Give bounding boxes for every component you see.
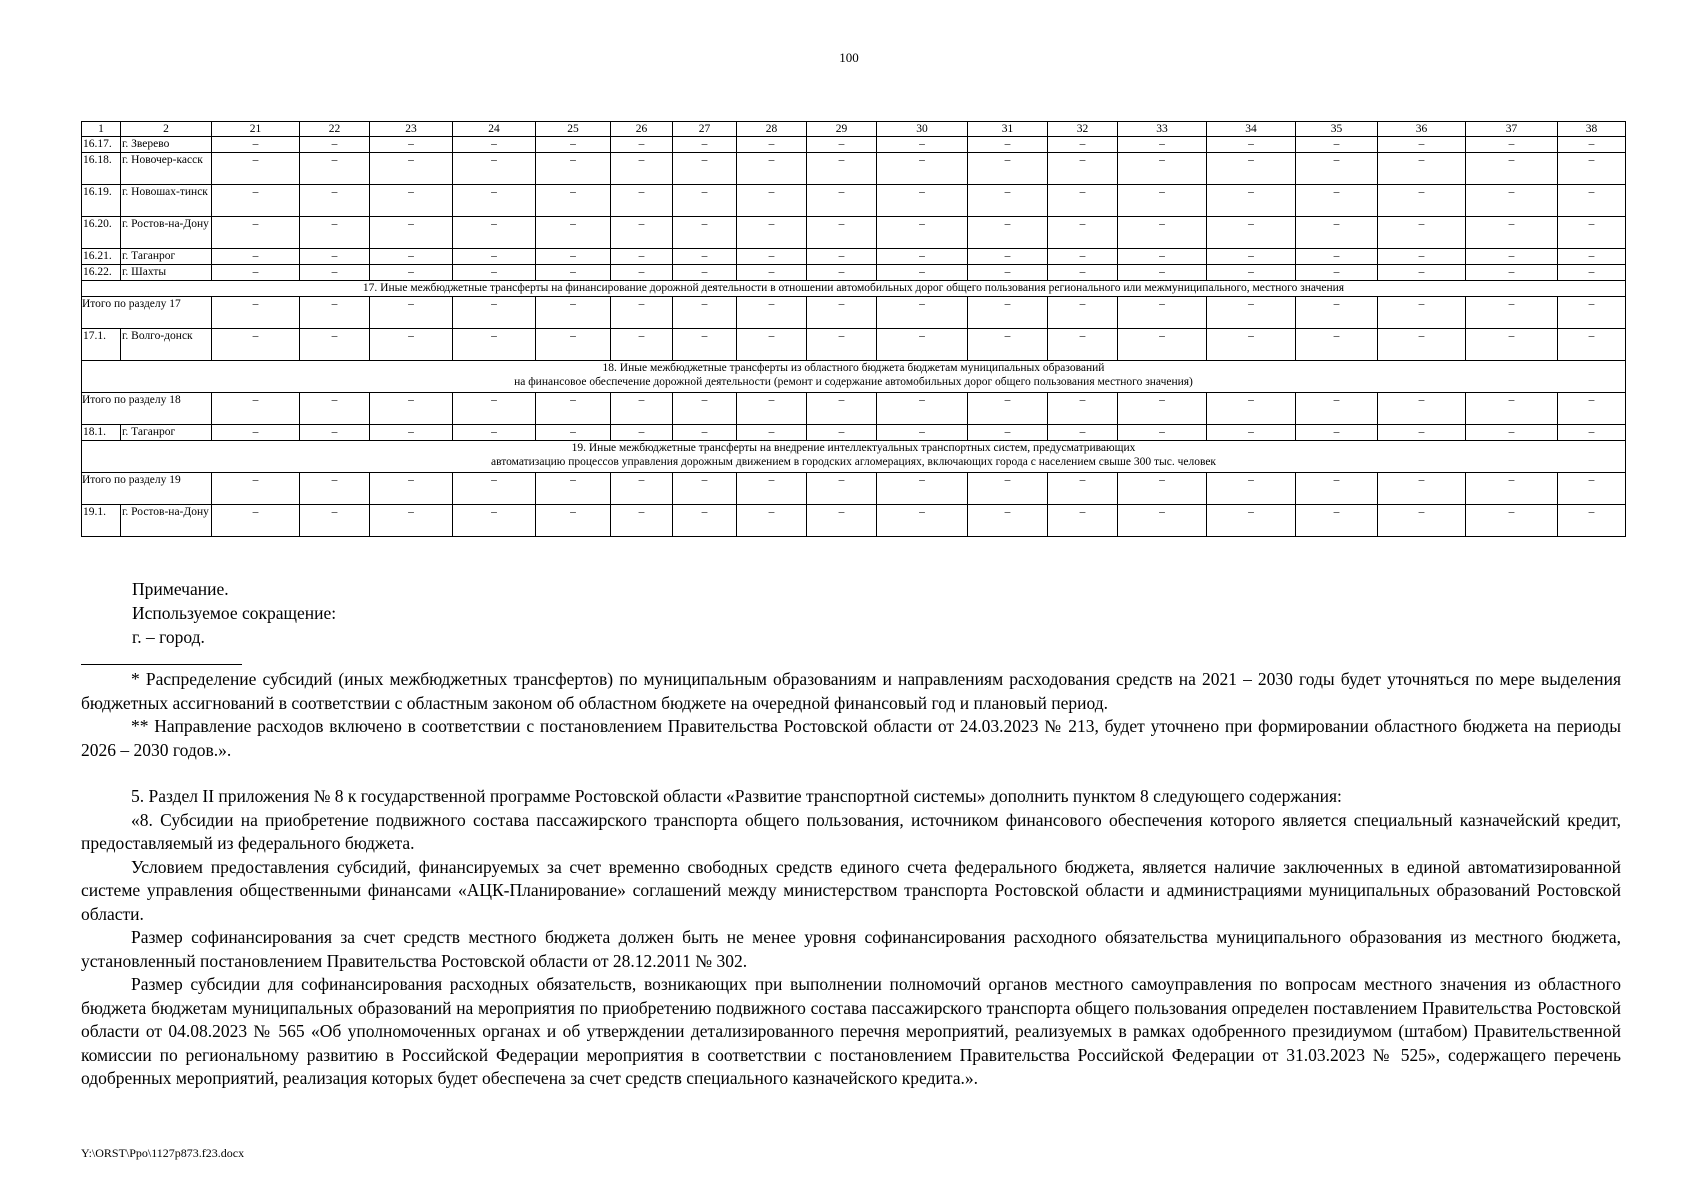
value-cell: – [1048,425,1118,441]
value-cell: – [1558,425,1626,441]
row-name: г. Шахты [121,265,212,281]
value-cell: – [1466,425,1558,441]
value-cell: – [737,265,807,281]
value-cell: – [807,185,877,217]
value-cell: – [611,297,673,329]
value-cell: – [1118,505,1207,537]
row-number: 18.1. [82,425,121,441]
value-cell: – [877,473,968,505]
value-cell: – [1207,249,1296,265]
value-cell: – [1378,329,1466,361]
column-header: 22 [300,122,370,137]
paragraph-cofinancing: Размер софинансирования за счет средств местного бюджета должен быть не менее уровня софинансирования расходного обязательства муниципального образования из местного бюджета, установленный постановлением Правительства Ростовской области от 28.12.2011 № 302. [81,927,1621,971]
value-cell: – [737,329,807,361]
value-cell: – [212,329,300,361]
value-cell: – [807,505,877,537]
value-cell: – [807,153,877,185]
section-19-title-line-2: автоматизацию процессов управления дорожным движением в городских агломерациях, включающих города с населением свыше 300 тыс. человек [490,456,1217,468]
value-cell: – [370,297,453,329]
subtotal-label: Итого по разделу 18 [82,393,212,425]
value-cell: – [1207,217,1296,249]
value-cell: – [1378,265,1466,281]
value-cell: – [536,329,611,361]
value-cell: – [1466,185,1558,217]
value-cell: – [968,153,1048,185]
section-18-title-line-2: на финансовое обеспечение дорожной деятельности (ремонт и содержание автомобильных дорог общего пользования местного значения) [514,376,1193,388]
value-cell: – [1466,473,1558,505]
row-name: г. Волго-донск [121,329,212,361]
notes-block [132,577,336,649]
value-cell: – [807,473,877,505]
row-name: г. Ростов-на-Дону [121,217,212,249]
value-cell: – [453,185,536,217]
value-cell: – [1118,153,1207,185]
value-cell: – [1378,393,1466,425]
value-cell: – [212,297,300,329]
value-cell: – [1207,473,1296,505]
value-cell: – [611,473,673,505]
value-cell: – [807,393,877,425]
value-cell: – [1118,297,1207,329]
value-cell: – [1378,185,1466,217]
value-cell: – [877,425,968,441]
value-cell: – [1558,137,1626,153]
value-cell: – [1048,393,1118,425]
value-cell: – [1207,137,1296,153]
value-cell: – [968,473,1048,505]
value-cell: – [1558,473,1626,505]
value-cell: – [212,137,300,153]
value-cell: – [453,505,536,537]
value-cell: – [536,425,611,441]
row-name: г. Ростов-на-Дону [121,505,212,537]
value-cell: – [807,249,877,265]
value-cell: – [1048,137,1118,153]
value-cell: – [212,217,300,249]
value-cell: – [611,217,673,249]
value-cell: – [1558,217,1626,249]
value-cell: – [807,265,877,281]
value-cell: – [1296,249,1378,265]
value-cell: – [300,153,370,185]
value-cell: – [1296,217,1378,249]
column-header: 25 [536,122,611,137]
value-cell: – [453,425,536,441]
value-cell: – [212,153,300,185]
paragraph-5: 5. Раздел II приложения № 8 к государственной программе Ростовской области «Развитие транспортной системы» дополнить пунктом 8 следующего содержания: [131,786,1342,806]
table-row [82,185,1626,217]
value-cell: – [611,185,673,217]
subtotal-row [82,297,1626,329]
value-cell: – [300,393,370,425]
value-cell: – [1048,217,1118,249]
value-cell: – [1378,153,1466,185]
value-cell: – [968,217,1048,249]
section-17-title: 17. Иные межбюджетные трансферты на финансирование дорожной деятельности в отношении автомобильных дорог общего пользования регионального или межмуниципального, местного значения [82,281,1626,297]
value-cell: – [1296,425,1378,441]
value-cell: – [1558,505,1626,537]
value-cell: – [673,425,737,441]
value-cell: – [877,185,968,217]
row-number: 16.22. [82,265,121,281]
value-cell: – [737,153,807,185]
row-name: г. Новошах-тинск [121,185,212,217]
value-cell: – [1048,249,1118,265]
table-row [82,137,1626,153]
value-cell: – [968,393,1048,425]
value-cell: – [1048,265,1118,281]
paragraph-subsidy-size: Размер субсидии для софинансирования расходных обязательств, возникающих при выполнении полномочий органов местного самоуправления по вопросам местного значения из областного бюджета бюджетам муниципальных образований на мероприятия по приобретению подвижного состава пассажирского транспорта общего пользования определен поставлением Правительства Ростовской области от 04.08.2023 № 565 «Об уполномоченных органах и об утверждении детализированного перечня мероприятий, реализуемых в рамках одобренного президиумом (штабом) Правительственной комиссии по региональному развитию в Российской Федерации мероприятия в соответствии с постановлением Правительства Российской Федерации от 31.03.2023 № 525», содержащего перечень одобренных мероприятий, реализация которых будет обеспечена за счет средств специального казначейского кредита.». [81,974,1621,1088]
column-header: 38 [1558,122,1626,137]
value-cell: – [300,185,370,217]
value-cell: – [1378,425,1466,441]
value-cell: – [300,505,370,537]
value-cell: – [212,425,300,441]
column-header: 1 [82,122,121,137]
value-cell: – [1466,297,1558,329]
value-cell: – [1296,329,1378,361]
value-cell: – [877,297,968,329]
table-row [82,505,1626,537]
value-cell: – [453,329,536,361]
value-cell: – [1296,393,1378,425]
value-cell: – [1296,265,1378,281]
value-cell: – [1466,505,1558,537]
value-cell: – [536,217,611,249]
value-cell: – [1207,265,1296,281]
value-cell: – [1207,393,1296,425]
row-number: 16.19. [82,185,121,217]
value-cell: – [300,297,370,329]
value-cell: – [300,137,370,153]
value-cell: – [370,217,453,249]
value-cell: – [536,137,611,153]
value-cell: – [1118,329,1207,361]
value-cell: – [877,153,968,185]
column-header: 28 [737,122,807,137]
table-row [82,425,1626,441]
value-cell: – [673,185,737,217]
value-cell: – [536,185,611,217]
row-number: 19.1. [82,505,121,537]
value-cell: – [611,153,673,185]
value-cell: – [877,265,968,281]
value-cell: – [212,265,300,281]
value-cell: – [737,137,807,153]
section-18-title [82,361,1626,393]
value-cell: – [968,425,1048,441]
column-header: 36 [1378,122,1466,137]
value-cell: – [807,297,877,329]
value-cell: – [611,137,673,153]
value-cell: – [370,185,453,217]
value-cell: – [536,473,611,505]
value-cell: – [1207,505,1296,537]
subtotal-row [82,473,1626,505]
section-19-title-line-1: 19. Иные межбюджетные трансферты на внедрение интеллектуальных транспортных систем, предусматривающих [571,442,1136,454]
value-cell: – [673,265,737,281]
subtotal-row [82,393,1626,425]
value-cell: – [968,249,1048,265]
value-cell: – [968,265,1048,281]
value-cell: – [1466,217,1558,249]
value-cell: – [1118,425,1207,441]
value-cell: – [300,265,370,281]
value-cell: – [1207,329,1296,361]
value-cell: – [1558,329,1626,361]
value-cell: – [1466,249,1558,265]
table-row [82,265,1626,281]
value-cell: – [737,249,807,265]
value-cell: – [1466,265,1558,281]
value-cell: – [611,393,673,425]
value-cell: – [1296,137,1378,153]
column-header: 30 [877,122,968,137]
value-cell: – [370,249,453,265]
value-cell: – [1296,297,1378,329]
value-cell: – [877,329,968,361]
value-cell: – [370,137,453,153]
value-cell: – [1466,137,1558,153]
value-cell: – [1118,249,1207,265]
column-header: 24 [453,122,536,137]
value-cell: – [453,393,536,425]
value-cell: – [1466,329,1558,361]
value-cell: – [1118,473,1207,505]
value-cell: – [968,185,1048,217]
value-cell: – [877,137,968,153]
table-row [82,249,1626,265]
value-cell: – [877,393,968,425]
value-cell: – [673,249,737,265]
section-header-row [82,361,1626,393]
value-cell: – [370,265,453,281]
value-cell: – [1118,185,1207,217]
value-cell: – [212,505,300,537]
value-cell: – [1296,153,1378,185]
value-cell: – [673,153,737,185]
value-cell: – [673,505,737,537]
column-header: 29 [807,122,877,137]
value-cell: – [300,473,370,505]
column-header: 23 [370,122,453,137]
value-cell: – [1558,265,1626,281]
page-number: 100 [839,50,859,65]
value-cell: – [737,297,807,329]
value-cell: – [1118,265,1207,281]
table-header [82,122,1626,137]
value-cell: – [611,265,673,281]
value-cell: – [737,505,807,537]
value-cell: – [300,329,370,361]
column-header: 27 [673,122,737,137]
column-header: 26 [611,122,673,137]
value-cell: – [453,217,536,249]
value-cell: – [370,425,453,441]
row-number: 16.20. [82,217,121,249]
value-cell: – [1378,297,1466,329]
note-abbreviation: г. – город. [132,627,205,647]
file-path: Y:\ORST\Ppo\1127p873.f23.docx [81,1146,245,1160]
value-cell: – [453,153,536,185]
section-header-row [82,281,1626,297]
value-cell: – [1296,185,1378,217]
value-cell: – [300,425,370,441]
value-cell: – [212,393,300,425]
value-cell: – [536,265,611,281]
value-cell: – [536,297,611,329]
row-name: г. Таганрог [121,425,212,441]
value-cell: – [1048,329,1118,361]
value-cell: – [536,505,611,537]
value-cell: – [877,505,968,537]
value-cell: – [1378,137,1466,153]
row-number: 16.18. [82,153,121,185]
value-cell: – [673,217,737,249]
footnote-1: * Распределение субсидий (иных межбюджетных трансфертов) по муниципальным образованиям и направлениям расходования средств на 2021 – 2030 годы будет уточняться по мере выделения бюджетных ассигнований в соответствии с областным законом об областном бюджете на очередной финансовый год и плановый период. [81,669,1621,713]
value-cell: – [453,137,536,153]
value-cell: – [877,249,968,265]
value-cell: – [1048,473,1118,505]
value-cell: – [536,393,611,425]
value-cell: – [1118,217,1207,249]
value-cell: – [1118,393,1207,425]
value-cell: – [673,297,737,329]
value-cell: – [370,505,453,537]
value-cell: – [1207,185,1296,217]
value-cell: – [1048,297,1118,329]
value-cell: – [611,249,673,265]
value-cell: – [1558,297,1626,329]
value-cell: – [1207,297,1296,329]
value-cell: – [536,249,611,265]
value-cell: – [877,217,968,249]
value-cell: – [453,297,536,329]
column-header: 33 [1118,122,1207,137]
value-cell: – [1558,393,1626,425]
paragraph-condition: Условием предоставления субсидий, финансируемых за счет временно свободных средств единого счета федерального бюджета, является наличие заключенных в единой автоматизированной системе управления общественными финансами «АЦК-Планирование» соглашений между министерством транспорта Ростовской области и администрациями муниципальных образований Ростовской области. [81,856,1621,924]
subtotal-label: Итого по разделу 17 [82,297,212,329]
value-cell: – [1207,425,1296,441]
value-cell: – [807,217,877,249]
value-cell: – [1378,473,1466,505]
footnote-separator [81,664,242,665]
value-cell: – [1558,185,1626,217]
column-header: 2 [121,122,212,137]
value-cell: – [370,329,453,361]
value-cell: – [1048,185,1118,217]
value-cell: – [1466,393,1558,425]
paragraph-8-title: «8. Субсидии на приобретение подвижного состава пассажирского транспорта общего пользования, источником финансового обеспечения которого является специальный казначейский кредит, предоставляемый из федерального бюджета. [81,809,1621,853]
value-cell: – [453,249,536,265]
note-abbreviation-label: Используемое сокращение: [132,603,337,623]
row-name: г. Таганрог [121,249,212,265]
column-header: 32 [1048,122,1118,137]
value-cell: – [1466,153,1558,185]
funding-table [81,121,1626,537]
value-cell: – [212,473,300,505]
value-cell: – [1558,249,1626,265]
note-heading: Примечание. [132,579,229,599]
value-cell: – [737,185,807,217]
value-cell: – [1378,217,1466,249]
value-cell: – [370,393,453,425]
value-cell: – [1378,249,1466,265]
value-cell: – [968,297,1048,329]
section-19-title [82,441,1626,473]
table-row [82,217,1626,249]
subtotal-label: Итого по разделу 19 [82,473,212,505]
column-header: 31 [968,122,1048,137]
value-cell: – [611,329,673,361]
table-row [82,329,1626,361]
value-cell: – [673,329,737,361]
value-cell: – [536,153,611,185]
column-header: 21 [212,122,300,137]
value-cell: – [737,425,807,441]
value-cell: – [807,425,877,441]
column-header: 37 [1466,122,1558,137]
value-cell: – [1296,505,1378,537]
body-text [81,668,1621,1091]
value-cell: – [300,249,370,265]
column-header: 35 [1296,122,1378,137]
footnote-2: ** Направление расходов включено в соответствии с постановлением Правительства Ростовской области от 24.03.2023 № 213, будет уточнено при формировании областного бюджета на периоды 2026 – 2030 годов.». [81,716,1621,760]
section-18-title-line-1: 18. Иные межбюджетные трансферты из областного бюджета бюджетам муниципальных образований [602,362,1105,374]
value-cell: – [611,425,673,441]
value-cell: – [370,473,453,505]
value-cell: – [611,505,673,537]
value-cell: – [1048,153,1118,185]
value-cell: – [1296,473,1378,505]
value-cell: – [370,153,453,185]
table-row [82,153,1626,185]
section-header-row [82,441,1626,473]
value-cell: – [968,329,1048,361]
row-number: 16.21. [82,249,121,265]
value-cell: – [453,473,536,505]
value-cell: – [212,249,300,265]
value-cell: – [673,473,737,505]
value-cell: – [968,505,1048,537]
value-cell: – [1118,137,1207,153]
value-cell: – [1048,505,1118,537]
row-name: г. Зверево [121,137,212,153]
value-cell: – [1207,153,1296,185]
value-cell: – [212,185,300,217]
row-number: 16.17. [82,137,121,153]
value-cell: – [1558,153,1626,185]
value-cell: – [300,217,370,249]
value-cell: – [453,265,536,281]
value-cell: – [737,217,807,249]
value-cell: – [1378,505,1466,537]
value-cell: – [737,473,807,505]
value-cell: – [807,329,877,361]
column-header: 34 [1207,122,1296,137]
value-cell: – [807,137,877,153]
value-cell: – [673,393,737,425]
value-cell: – [737,393,807,425]
row-name: г. Новочер-касск [121,153,212,185]
value-cell: – [968,137,1048,153]
row-number: 17.1. [82,329,121,361]
value-cell: – [673,137,737,153]
